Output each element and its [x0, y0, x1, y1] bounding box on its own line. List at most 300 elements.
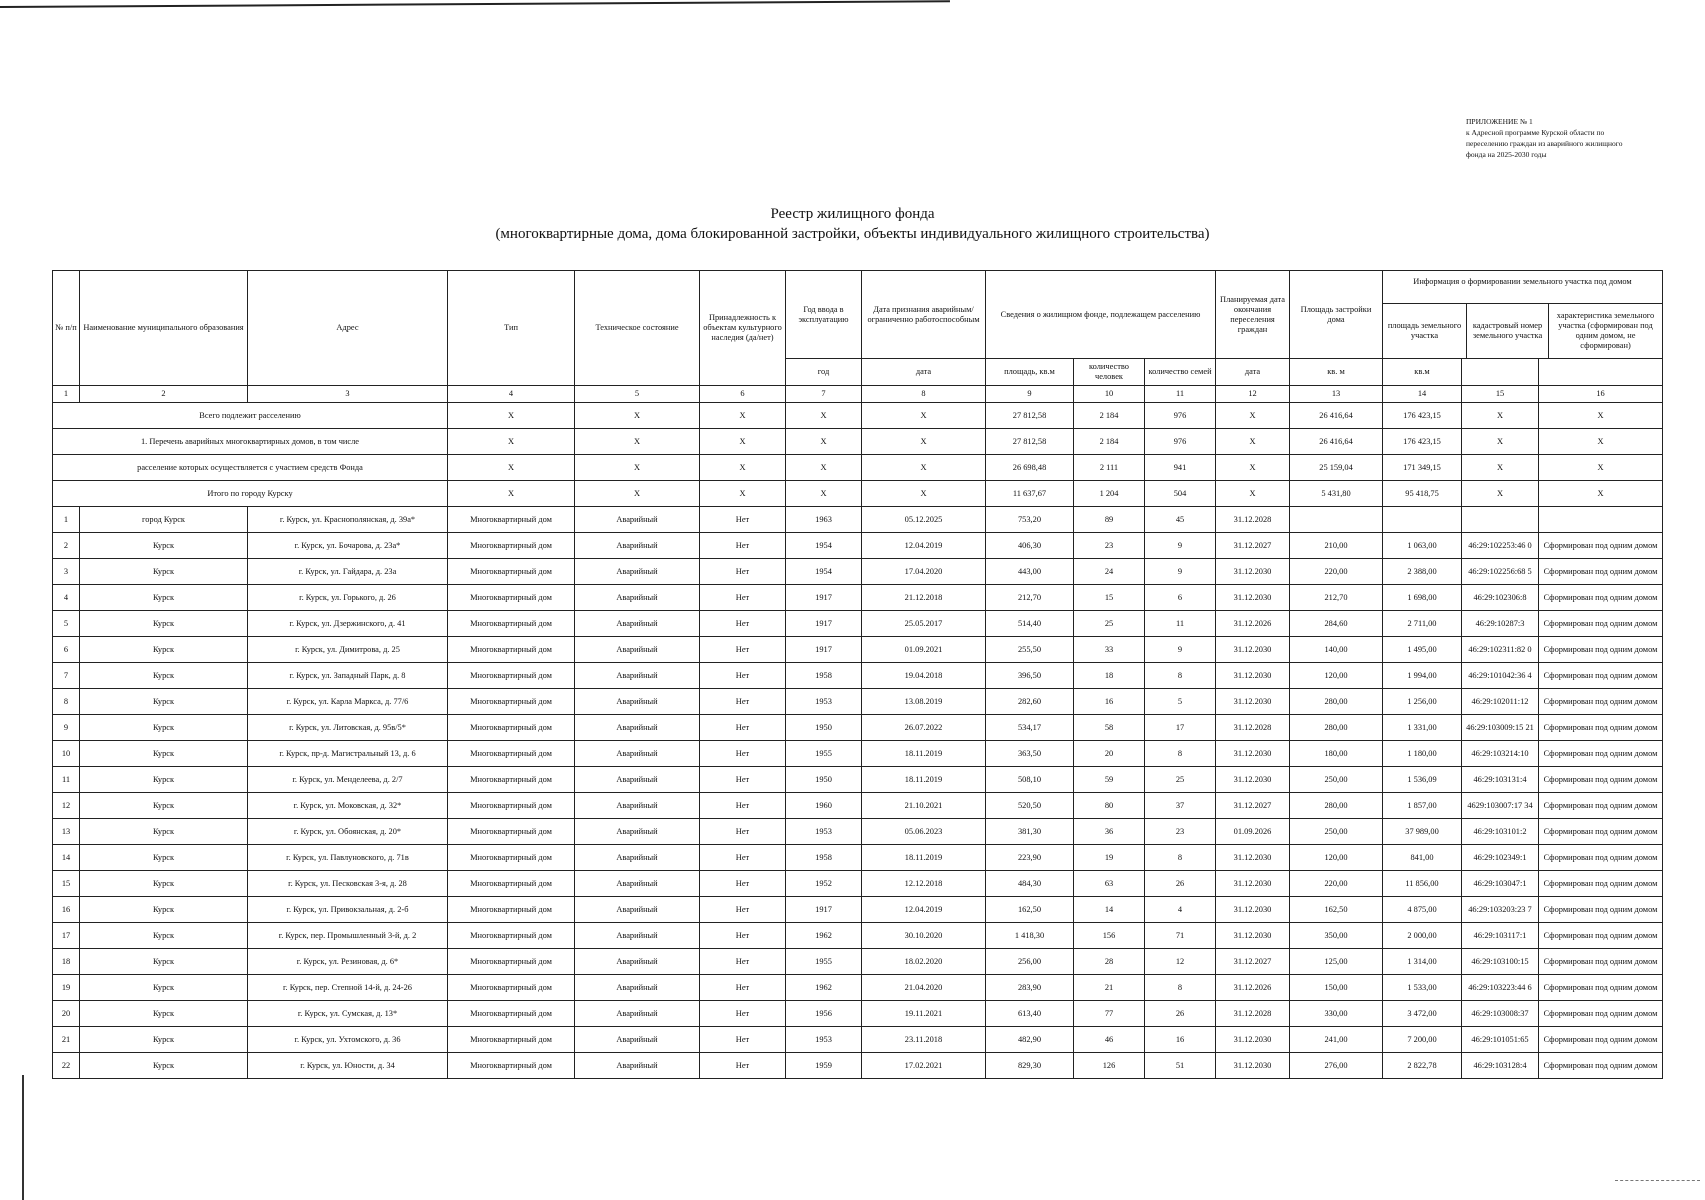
- header-address: Адрес: [248, 271, 448, 386]
- land-characteristic: Сформирован под одним домом: [1539, 585, 1663, 611]
- appendix-line: к Адресной программе Курской области по: [1466, 128, 1605, 137]
- building-area: 140,00: [1290, 637, 1383, 663]
- planned-end: 31.12.2030: [1216, 897, 1290, 923]
- land-characteristic: Сформирован под одним домом: [1539, 949, 1663, 975]
- land-area: 2 822,78: [1383, 1053, 1462, 1079]
- land-characteristic: Сформирован под одним домом: [1539, 975, 1663, 1001]
- summary-value: X: [1539, 429, 1663, 455]
- municipality: Курск: [80, 767, 248, 793]
- area: 443,00: [986, 559, 1074, 585]
- families: 23: [1145, 819, 1216, 845]
- address: г. Курск, ул. Резиновая, д. 6*: [248, 949, 448, 975]
- land-area: 2 711,00: [1383, 611, 1462, 637]
- recognized-date: 17.04.2020: [862, 559, 986, 585]
- people: 18: [1074, 663, 1145, 689]
- technical-condition: Аварийный: [575, 611, 700, 637]
- year-built: 1917: [786, 611, 862, 637]
- building-type: Многоквартирный дом: [448, 663, 575, 689]
- summary-value: 1 204: [1074, 481, 1145, 507]
- address: г. Курск, ул. Горького, д. 26: [248, 585, 448, 611]
- year-built: 1954: [786, 533, 862, 559]
- address: г. Курск, пер. Степной 14-й, д. 24-26: [248, 975, 448, 1001]
- recognized-date: 25.05.2017: [862, 611, 986, 637]
- building-area: 220,00: [1290, 871, 1383, 897]
- area: 534,17: [986, 715, 1074, 741]
- unit-date2: дата: [1216, 359, 1290, 386]
- heritage: Нет: [700, 819, 786, 845]
- technical-condition: Аварийный: [575, 871, 700, 897]
- land-characteristic: Сформирован под одним домом: [1539, 741, 1663, 767]
- municipality: Курск: [80, 1053, 248, 1079]
- land-area: [1383, 507, 1462, 533]
- heritage: Нет: [700, 767, 786, 793]
- summary-value: X: [1216, 481, 1290, 507]
- people: 46: [1074, 1027, 1145, 1053]
- technical-condition: Аварийный: [575, 975, 700, 1001]
- unit-sqm2: кв.м: [1383, 359, 1462, 386]
- planned-end: 31.12.2030: [1216, 1027, 1290, 1053]
- building-area: 212,70: [1290, 585, 1383, 611]
- building-area: 280,00: [1290, 689, 1383, 715]
- address: г. Курск, ул. Карла Маркса, д. 77/6: [248, 689, 448, 715]
- technical-condition: Аварийный: [575, 793, 700, 819]
- heritage: Нет: [700, 1001, 786, 1027]
- unit-sqm: кв. м: [1290, 359, 1383, 386]
- row-number: 21: [53, 1027, 80, 1053]
- table-row: [53, 611, 1663, 637]
- area: 162,50: [986, 897, 1074, 923]
- table-row: [53, 507, 1663, 533]
- heritage: Нет: [700, 611, 786, 637]
- header-condition: Техническое состояние: [575, 271, 700, 386]
- header-cadastral: кадастровый номер земельного участка: [1467, 304, 1549, 358]
- summary-value: 504: [1145, 481, 1216, 507]
- summary-value: X: [700, 403, 786, 429]
- land-area: 7 200,00: [1383, 1027, 1462, 1053]
- summary-value: 2 111: [1074, 455, 1145, 481]
- building-type: Многоквартирный дом: [448, 1001, 575, 1027]
- table-row: [53, 871, 1663, 897]
- building-area: 241,00: [1290, 1027, 1383, 1053]
- column-number: 4: [448, 386, 575, 403]
- document-subtitle: (многоквартирные дома, дома блокированной застройки, объекты индивидуального жилищного строительства): [495, 226, 1210, 242]
- municipality: Курск: [80, 715, 248, 741]
- planned-end: 01.09.2026: [1216, 819, 1290, 845]
- row-number: 17: [53, 923, 80, 949]
- heritage: Нет: [700, 871, 786, 897]
- table-row: [53, 585, 1663, 611]
- summary-value: X: [862, 481, 986, 507]
- recognized-date: 13.08.2019: [862, 689, 986, 715]
- row-number: 7: [53, 663, 80, 689]
- planned-end: 31.12.2027: [1216, 949, 1290, 975]
- building-area: 125,00: [1290, 949, 1383, 975]
- land-characteristic: Сформирован под одним домом: [1539, 689, 1663, 715]
- recognized-date: 12.04.2019: [862, 533, 986, 559]
- year-built: 1953: [786, 689, 862, 715]
- address: г. Курск, ул. Ухтомского, д. 36: [248, 1027, 448, 1053]
- column-number: 14: [1383, 386, 1462, 403]
- land-characteristic: Сформирован под одним домом: [1539, 637, 1663, 663]
- table-row: [53, 793, 1663, 819]
- families: 25: [1145, 767, 1216, 793]
- cadastral-number: 46:29:103101:2: [1462, 819, 1539, 845]
- planned-end: 31.12.2030: [1216, 767, 1290, 793]
- building-area: 280,00: [1290, 715, 1383, 741]
- area: 255,50: [986, 637, 1074, 663]
- people: 80: [1074, 793, 1145, 819]
- heritage: Нет: [700, 585, 786, 611]
- building-area: 162,50: [1290, 897, 1383, 923]
- scan-edge-dash: [1615, 1180, 1700, 1181]
- land-area: 2 388,00: [1383, 559, 1462, 585]
- year-built: 1959: [786, 1053, 862, 1079]
- address: г. Курск, ул. Бочарова, д. 23а*: [248, 533, 448, 559]
- table-row: [53, 923, 1663, 949]
- header-land-area: площадь земельного участка: [1383, 304, 1467, 358]
- heritage: Нет: [700, 845, 786, 871]
- planned-end: 31.12.2030: [1216, 1053, 1290, 1079]
- heritage: Нет: [700, 793, 786, 819]
- summary-value: X: [1216, 455, 1290, 481]
- cadastral-number: 46:29:103131:4: [1462, 767, 1539, 793]
- table-row: [53, 819, 1663, 845]
- scan-edge-top: [0, 0, 950, 8]
- families: 16: [1145, 1027, 1216, 1053]
- building-area: 330,00: [1290, 1001, 1383, 1027]
- cadastral-number: [1462, 507, 1539, 533]
- heritage: Нет: [700, 1053, 786, 1079]
- municipality: Курск: [80, 975, 248, 1001]
- row-number: 12: [53, 793, 80, 819]
- municipality: Курск: [80, 637, 248, 663]
- year-built: 1917: [786, 637, 862, 663]
- technical-condition: Аварийный: [575, 767, 700, 793]
- families: 26: [1145, 1001, 1216, 1027]
- land-characteristic: Сформирован под одним домом: [1539, 871, 1663, 897]
- cadastral-number: 46:29:101051:65: [1462, 1027, 1539, 1053]
- municipality: Курск: [80, 949, 248, 975]
- header-land-info-title: Информация о формировании земельного участка под домом: [1383, 271, 1662, 304]
- table-row: [53, 975, 1663, 1001]
- column-number: 10: [1074, 386, 1145, 403]
- area: 223,90: [986, 845, 1074, 871]
- document-title: Реестр жилищного фонда: [770, 206, 935, 222]
- table-row: [53, 689, 1663, 715]
- summary-value: X: [448, 481, 575, 507]
- recognized-date: 19.11.2021: [862, 1001, 986, 1027]
- building-type: Многоквартирный дом: [448, 559, 575, 585]
- row-number: 4: [53, 585, 80, 611]
- planned-end: 31.12.2030: [1216, 663, 1290, 689]
- cadastral-number: 46:29:102256:68 5: [1462, 559, 1539, 585]
- summary-value: X: [575, 481, 700, 507]
- planned-end: 31.12.2027: [1216, 533, 1290, 559]
- building-type: Многоквартирный дом: [448, 975, 575, 1001]
- heritage: Нет: [700, 559, 786, 585]
- row-number: 10: [53, 741, 80, 767]
- summary-value: 25 159,04: [1290, 455, 1383, 481]
- year-built: 1950: [786, 715, 862, 741]
- families: 71: [1145, 923, 1216, 949]
- recognized-date: 17.02.2021: [862, 1053, 986, 1079]
- unit-area: площадь, кв.м: [986, 359, 1074, 386]
- summary-row: [53, 481, 1663, 507]
- people: 58: [1074, 715, 1145, 741]
- municipality: Курск: [80, 559, 248, 585]
- technical-condition: Аварийный: [575, 689, 700, 715]
- year-built: 1954: [786, 559, 862, 585]
- header-num: № п/п: [53, 271, 80, 386]
- municipality: Курск: [80, 689, 248, 715]
- land-characteristic: Сформирован под одним домом: [1539, 923, 1663, 949]
- cadastral-number: 46:29:103223:44 6: [1462, 975, 1539, 1001]
- summary-label: Всего подлежит расселению: [53, 403, 448, 429]
- building-area: 284,60: [1290, 611, 1383, 637]
- building-type: Многоквартирный дом: [448, 637, 575, 663]
- summary-value: X: [862, 429, 986, 455]
- address: г. Курск, ул. Обоянская, д. 20*: [248, 819, 448, 845]
- row-number: 20: [53, 1001, 80, 1027]
- summary-value: X: [862, 403, 986, 429]
- people: 36: [1074, 819, 1145, 845]
- summary-value: X: [1539, 403, 1663, 429]
- address: г. Курск, ул. Менделеева, д. 2/7: [248, 767, 448, 793]
- land-characteristic: Сформирован под одним домом: [1539, 1001, 1663, 1027]
- summary-value: X: [1216, 403, 1290, 429]
- heritage: Нет: [700, 663, 786, 689]
- building-type: Многоквартирный дом: [448, 715, 575, 741]
- summary-value: X: [1462, 429, 1539, 455]
- row-number: 14: [53, 845, 80, 871]
- building-area: 276,00: [1290, 1053, 1383, 1079]
- area: 282,60: [986, 689, 1074, 715]
- address: г. Курск, ул. Павлуновского, д. 71в: [248, 845, 448, 871]
- summary-row: [53, 455, 1663, 481]
- recognized-date: 01.09.2021: [862, 637, 986, 663]
- cadastral-number: 46:29:101042:36 4: [1462, 663, 1539, 689]
- planned-end: 31.12.2030: [1216, 923, 1290, 949]
- municipality: Курск: [80, 897, 248, 923]
- people: 89: [1074, 507, 1145, 533]
- area: 482,90: [986, 1027, 1074, 1053]
- cadastral-number: 46:29:103117:1: [1462, 923, 1539, 949]
- summary-value: 27 812,58: [986, 429, 1074, 455]
- area: 381,30: [986, 819, 1074, 845]
- address: г. Курск, ул. Юности, д. 34: [248, 1053, 448, 1079]
- families: 51: [1145, 1053, 1216, 1079]
- area: 484,30: [986, 871, 1074, 897]
- cadastral-number: 46:29:103214:10: [1462, 741, 1539, 767]
- appendix-line: переселению граждан из аварийного жилищного: [1466, 139, 1623, 148]
- table-row: [53, 767, 1663, 793]
- people: 126: [1074, 1053, 1145, 1079]
- column-number: 6: [700, 386, 786, 403]
- area: 753,20: [986, 507, 1074, 533]
- municipality: Курск: [80, 663, 248, 689]
- people: 21: [1074, 975, 1145, 1001]
- row-number: 15: [53, 871, 80, 897]
- families: 8: [1145, 663, 1216, 689]
- unit-people: количество человек: [1074, 359, 1145, 386]
- planned-end: 31.12.2030: [1216, 637, 1290, 663]
- land-area: 1 256,00: [1383, 689, 1462, 715]
- summary-value: X: [786, 455, 862, 481]
- row-number: 9: [53, 715, 80, 741]
- building-type: Многоквартирный дом: [448, 923, 575, 949]
- families: 11: [1145, 611, 1216, 637]
- summary-row: [53, 403, 1663, 429]
- building-type: Многоквартирный дом: [448, 1053, 575, 1079]
- column-number: 5: [575, 386, 700, 403]
- cadastral-number: 46:29:103009:15 21: [1462, 715, 1539, 741]
- technical-condition: Аварийный: [575, 949, 700, 975]
- land-area: 1 698,00: [1383, 585, 1462, 611]
- planned-end: 31.12.2030: [1216, 689, 1290, 715]
- people: 16: [1074, 689, 1145, 715]
- cadastral-number: 46:29:10287:3: [1462, 611, 1539, 637]
- recognized-date: 23.11.2018: [862, 1027, 986, 1053]
- summary-value: 941: [1145, 455, 1216, 481]
- land-area: 2 000,00: [1383, 923, 1462, 949]
- land-characteristic: Сформирован под одним домом: [1539, 1053, 1663, 1079]
- heritage: Нет: [700, 923, 786, 949]
- heritage: Нет: [700, 507, 786, 533]
- table-row: [53, 533, 1663, 559]
- row-number: 11: [53, 767, 80, 793]
- summary-value: 26 698,48: [986, 455, 1074, 481]
- address: г. Курск, ул. Дзержинского, д. 41: [248, 611, 448, 637]
- heritage: Нет: [700, 689, 786, 715]
- unit-families: количество семей: [1145, 359, 1216, 386]
- families: 9: [1145, 559, 1216, 585]
- summary-value: X: [862, 455, 986, 481]
- land-area: 1 314,00: [1383, 949, 1462, 975]
- technical-condition: Аварийный: [575, 507, 700, 533]
- cadastral-number: 46:29:102311:82 0: [1462, 637, 1539, 663]
- planned-end: 31.12.2030: [1216, 559, 1290, 585]
- summary-value: X: [1462, 481, 1539, 507]
- row-number: 8: [53, 689, 80, 715]
- summary-value: 976: [1145, 403, 1216, 429]
- planned-end: 31.12.2028: [1216, 1001, 1290, 1027]
- year-built: 1952: [786, 871, 862, 897]
- year-built: 1956: [786, 1001, 862, 1027]
- recognized-date: 18.02.2020: [862, 949, 986, 975]
- summary-value: X: [700, 481, 786, 507]
- area: 406,30: [986, 533, 1074, 559]
- technical-condition: Аварийный: [575, 585, 700, 611]
- land-area: 1 533,00: [1383, 975, 1462, 1001]
- building-area: 250,00: [1290, 767, 1383, 793]
- building-area: 150,00: [1290, 975, 1383, 1001]
- summary-value: X: [1539, 455, 1663, 481]
- summary-value: 11 637,67: [986, 481, 1074, 507]
- summary-row: [53, 429, 1663, 455]
- land-area: 3 472,00: [1383, 1001, 1462, 1027]
- land-area: 4 875,00: [1383, 897, 1462, 923]
- heritage: Нет: [700, 741, 786, 767]
- land-area: 1 063,00: [1383, 533, 1462, 559]
- land-area: 37 989,00: [1383, 819, 1462, 845]
- table-row: [53, 949, 1663, 975]
- column-number: 15: [1462, 386, 1539, 403]
- header-planned-end: Планируемая дата окончания переселения граждан: [1216, 271, 1290, 359]
- column-number: 2: [80, 386, 248, 403]
- column-number: 9: [986, 386, 1074, 403]
- families: 17: [1145, 715, 1216, 741]
- column-number: 1: [53, 386, 80, 403]
- people: 20: [1074, 741, 1145, 767]
- land-area: 1 331,00: [1383, 715, 1462, 741]
- cadastral-number: 46:29:103047:1: [1462, 871, 1539, 897]
- cadastral-number: 46:29:103128:4: [1462, 1053, 1539, 1079]
- building-type: Многоквартирный дом: [448, 949, 575, 975]
- table-row: [53, 741, 1663, 767]
- table-row: [53, 637, 1663, 663]
- land-characteristic: Сформирован под одним домом: [1539, 767, 1663, 793]
- building-area: [1290, 507, 1383, 533]
- building-area: 250,00: [1290, 819, 1383, 845]
- land-characteristic: Сформирован под одним домом: [1539, 611, 1663, 637]
- people: 63: [1074, 871, 1145, 897]
- year-built: 1953: [786, 1027, 862, 1053]
- table-row: [53, 1053, 1663, 1079]
- year-built: 1963: [786, 507, 862, 533]
- summary-value: 2 184: [1074, 429, 1145, 455]
- land-area: 841,00: [1383, 845, 1462, 871]
- summary-value: X: [786, 429, 862, 455]
- summary-value: 26 416,64: [1290, 429, 1383, 455]
- area: 829,30: [986, 1053, 1074, 1079]
- summary-value: 95 418,75: [1383, 481, 1462, 507]
- area: 514,40: [986, 611, 1074, 637]
- planned-end: 31.12.2030: [1216, 741, 1290, 767]
- land-characteristic: Сформирован под одним домом: [1539, 715, 1663, 741]
- table-row: [53, 845, 1663, 871]
- building-type: Многоквартирный дом: [448, 897, 575, 923]
- cadastral-number: 46:29:102253:46 0: [1462, 533, 1539, 559]
- planned-end: 31.12.2028: [1216, 507, 1290, 533]
- recognized-date: 12.12.2018: [862, 871, 986, 897]
- planned-end: 31.12.2030: [1216, 585, 1290, 611]
- summary-value: 27 812,58: [986, 403, 1074, 429]
- area: 256,00: [986, 949, 1074, 975]
- recognized-date: 19.04.2018: [862, 663, 986, 689]
- building-area: 280,00: [1290, 793, 1383, 819]
- technical-condition: Аварийный: [575, 559, 700, 585]
- building-type: Многоквартирный дом: [448, 845, 575, 871]
- year-built: 1955: [786, 949, 862, 975]
- land-characteristic: Сформирован под одним домом: [1539, 663, 1663, 689]
- building-type: Многоквартирный дом: [448, 767, 575, 793]
- address: г. Курск, ул. Димитрова, д. 25: [248, 637, 448, 663]
- unit-date: дата: [862, 359, 986, 386]
- land-characteristic: [1539, 507, 1663, 533]
- summary-value: X: [1216, 429, 1290, 455]
- summary-label: 1. Перечень аварийных многоквартирных домов, в том числе: [53, 429, 448, 455]
- summary-value: X: [448, 403, 575, 429]
- planned-end: 31.12.2028: [1216, 715, 1290, 741]
- people: 28: [1074, 949, 1145, 975]
- header-municipality: Наименование муниципального образования: [80, 271, 248, 386]
- column-number: 3: [248, 386, 448, 403]
- year-built: 1962: [786, 923, 862, 949]
- building-area: 180,00: [1290, 741, 1383, 767]
- summary-value: 2 184: [1074, 403, 1145, 429]
- people: 24: [1074, 559, 1145, 585]
- address: г. Курск, ул. Привокзальная, д. 2-б: [248, 897, 448, 923]
